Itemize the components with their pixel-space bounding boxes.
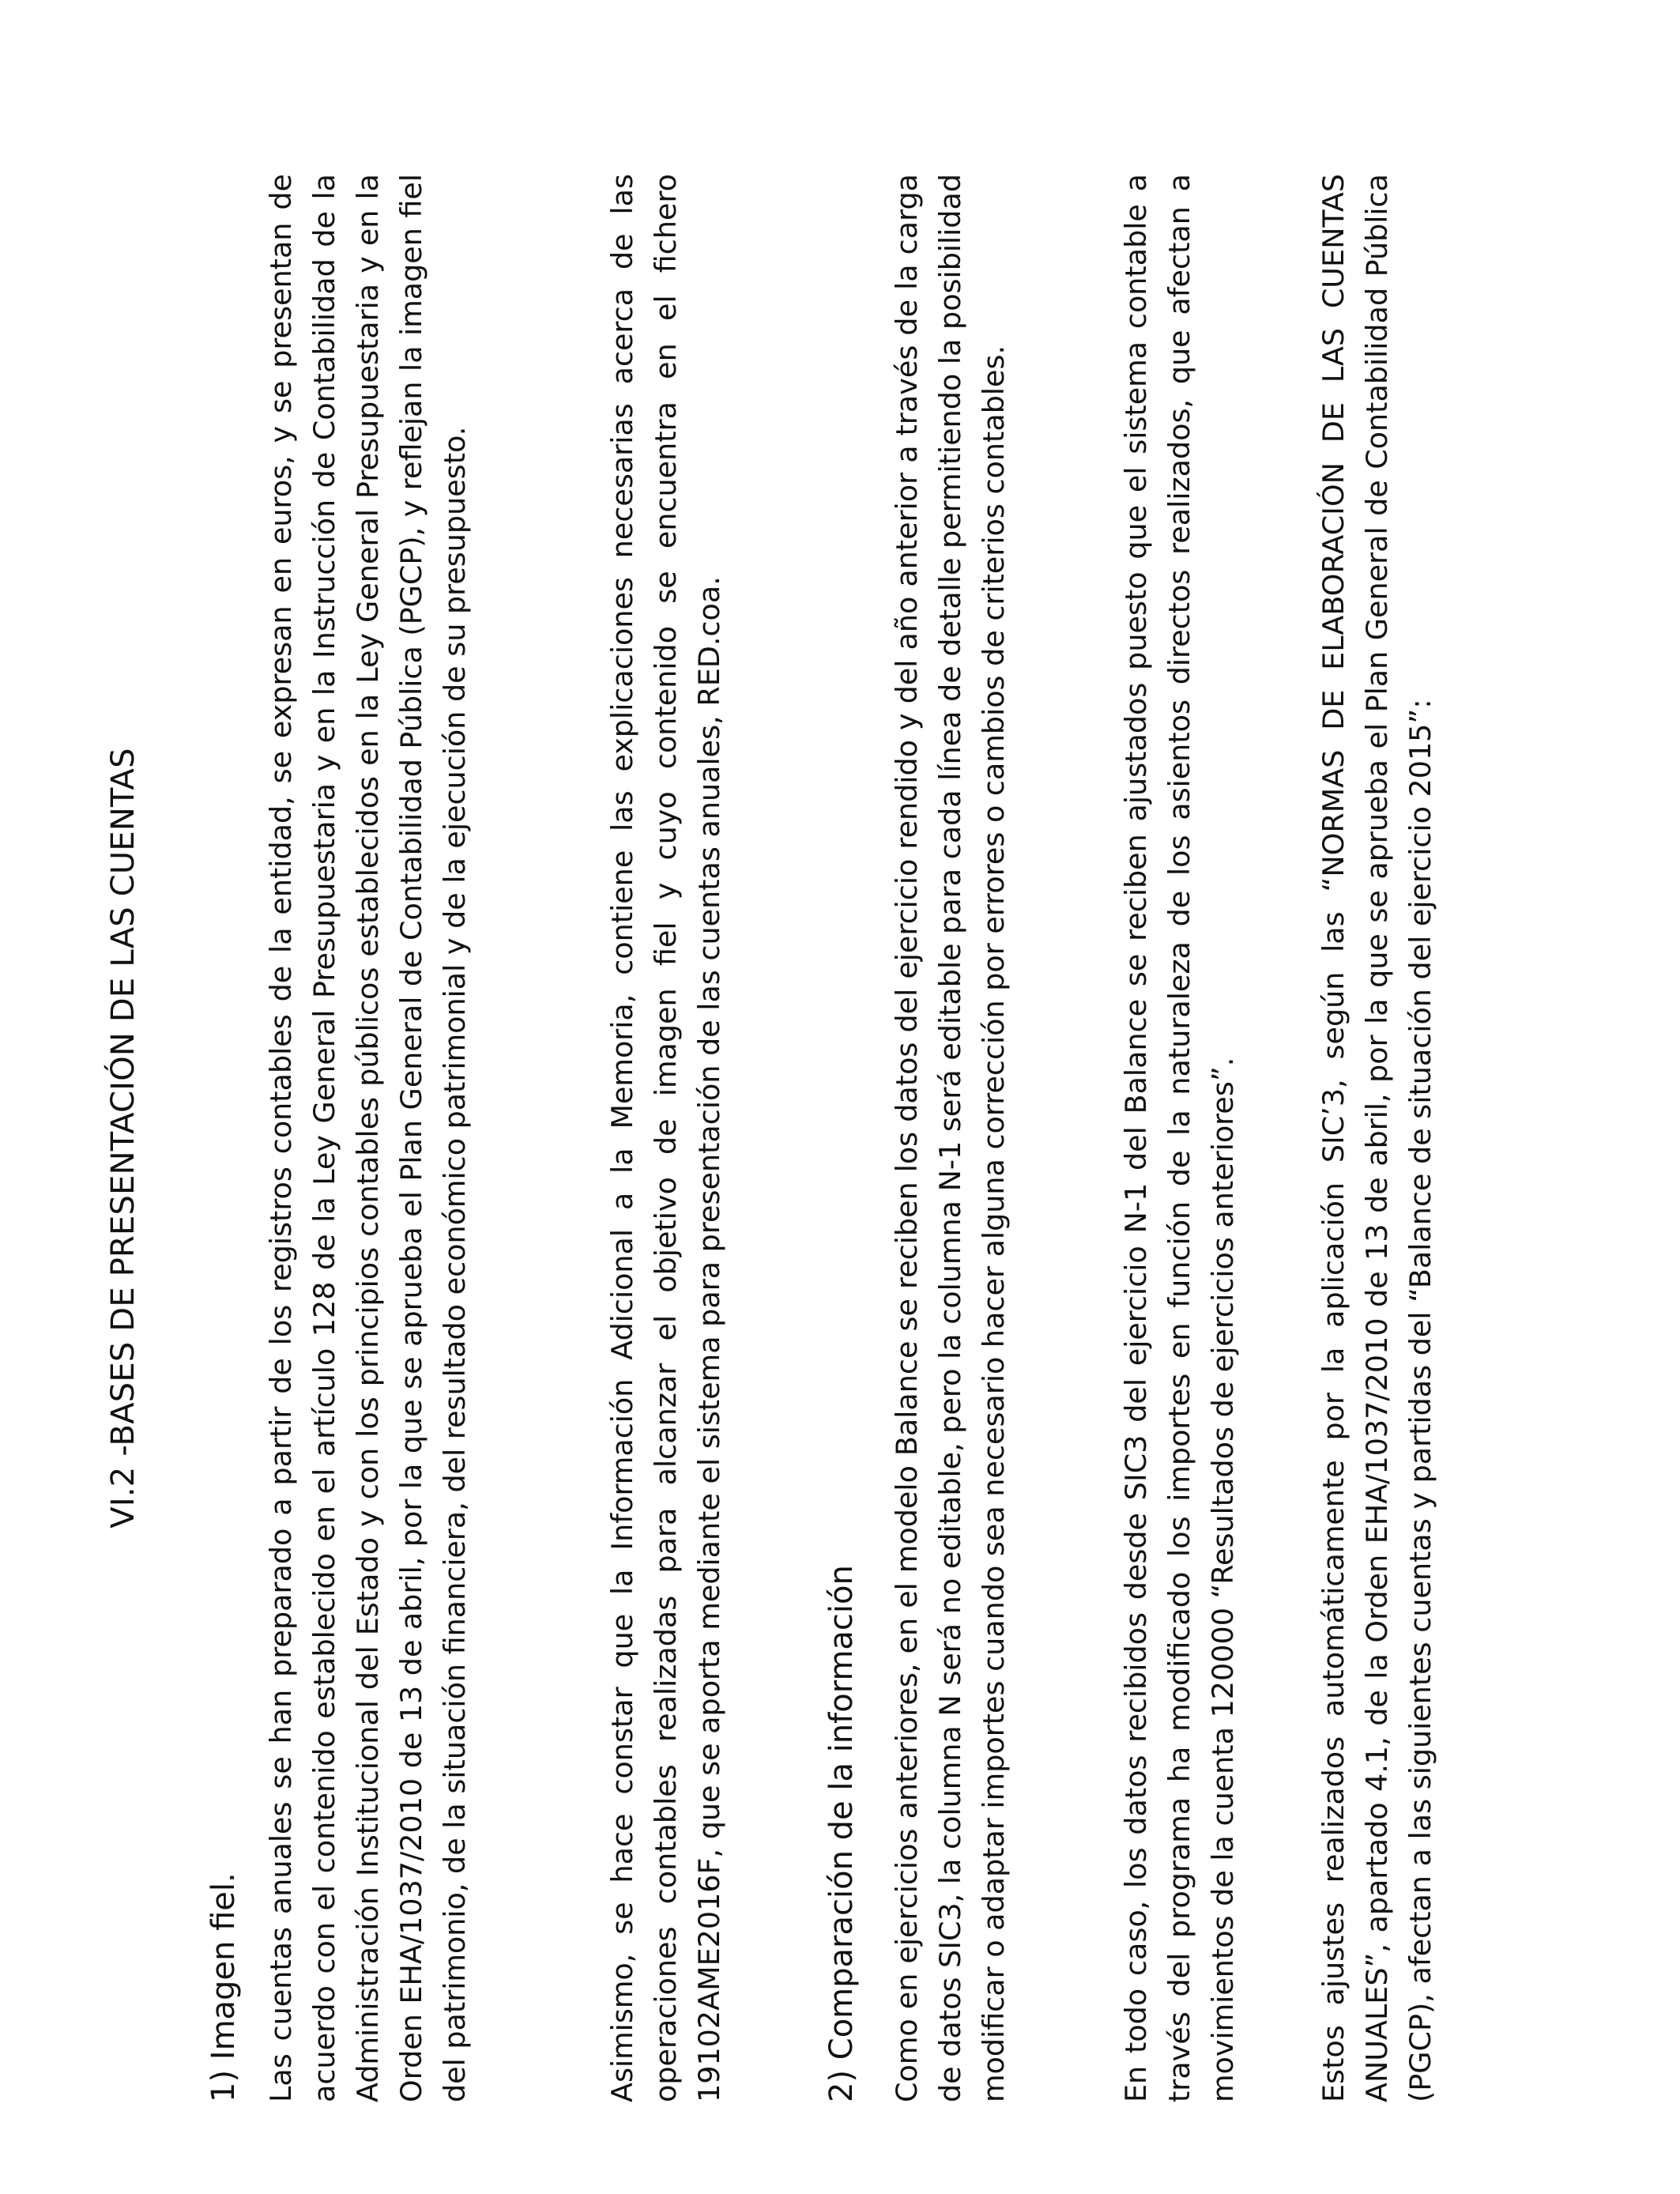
- paragraph: Asimismo, se hace constar que la Información Adicional a la Memoria, contiene las explicaciones necesarias acerca de las operaciones contables realizadas para alcanzar el objetivo de imagen fiel y cuyo contenido se encuentra en el fichero 19102AME2016F, que se aporta mediante el sistema para presentación de las cuentas anuales, RED.coa.: [605, 174, 726, 2102]
- paragraph: Estos ajustes realizados automáticamente por la aplicación SIC’3, según las “NORMAS DE ELABORACIÓN DE LAS CUENTAS ANUALES”, apartado 4.1, de la Orden EHA/1037/2010 de 13 de abril, por la que se aprueba el Plan General de Contabilidad Pública (PGCP), afectan a las siguientes cuentas y partidas del “Balance de situación del ejercicio 2015”:: [1317, 174, 1437, 2102]
- section-heading-comparacion: 2) Comparación de la información: [823, 1565, 860, 2102]
- section-heading-imagen-fiel: 1) Imagen fiel.: [205, 1872, 242, 2102]
- document-page: [47, 174, 1533, 2102]
- paragraph: En todo caso, los datos recibidos desde SIC3 del ejercicio N-1 del Balance se reciben ajustados puesto que el sistema contable a través del programa ha modificado los importes en función de la naturaleza de los asientos directos realizados, que afectan a movimientos de la cuenta 120000 “Resultados de ejercicios anteriores”.: [1119, 174, 1240, 2102]
- page-title: VI.2 -BASES DE PRESENTACIÓN DE LAS CUENTAS: [105, 748, 141, 1529]
- paragraph: Como en ejercicios anteriores, en el modelo Balance se reciben los datos del ejercicio rendido y del año anterior a través de la carga de datos SIC3, la columna N será no editable, pero la columna N-1 será editable para cada línea de detalle permitiendo la posibilidad modificar o adaptar importes cuando sea necesario hacer alguna corrección por errores o cambios de criterios contables.: [890, 174, 1011, 2102]
- paragraph: Las cuentas anuales se han preparado a partir de los registros contables de la entidad, se expresan en euros, y se presentan de acuerdo con el contenido establecido en el artículo 128 de la Ley General Presupuestaria y en la Instrucción de Contabilidad de la Administración Institucional del Estado y con los principios contables públicos establecidos en la Ley General Presupuestaria y en la Orden EHA/1037/2010 de 13 de abril, por la que se aprueba el Plan General de Contabilidad Pública (PGCP), y reflejan la imagen fiel del patrimonio, de la situación financiera, del resultado económico patrimonial y de la ejecución de su presupuesto.: [264, 174, 472, 2102]
